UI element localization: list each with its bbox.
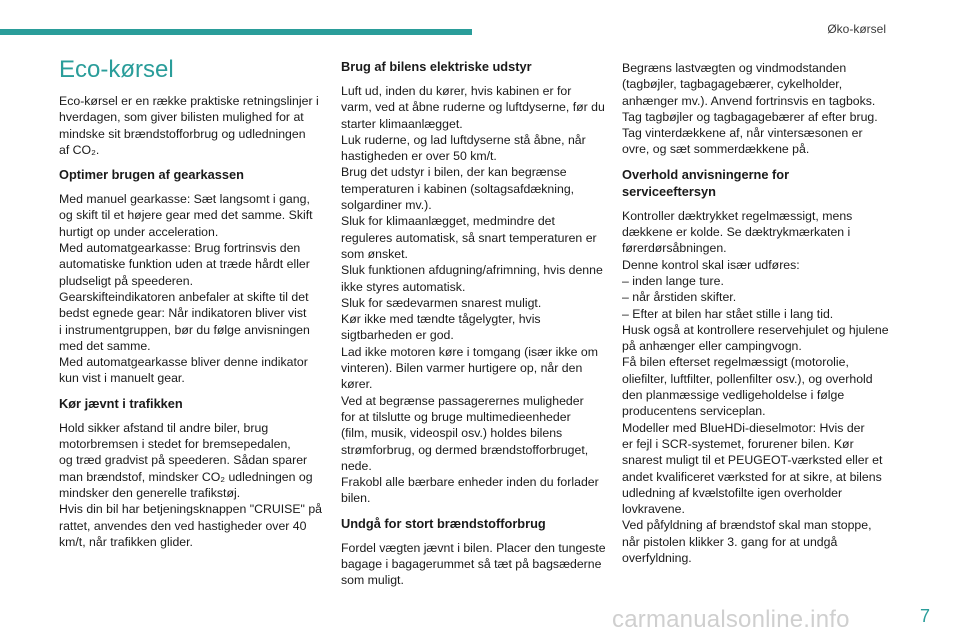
text-line: Tag vinterdækkene af, når vintersæsonen er [622, 126, 863, 141]
text-line: Tag tagbøjler og tagbagagebærer af efter brug. [622, 109, 878, 124]
text-line: (film, musik, videospil osv.) holdes bilens [341, 426, 563, 441]
text-line: anhænger mv.). Anvend fortrinsvis en tagboks. [622, 93, 876, 108]
paragraph [341, 540, 606, 589]
text-line: reguleres automatisk, så snart temperaturen er [341, 230, 597, 245]
text-line: Kør jævnt i trafikken [59, 395, 183, 411]
text-line: ovre, og sæt sommerdækkene på. [622, 142, 810, 157]
paragraph [341, 83, 603, 507]
text-line: Brug af bilens elektriske udstyr [341, 59, 532, 74]
text-line: mindske sit brændstofforbrug og udledningen [59, 126, 306, 141]
text-line: og træd gradvist på speederen. Sådan sparer [59, 453, 308, 468]
text-line: pludseligt på speederen. [59, 273, 193, 288]
text-line: Optimer brugen af gearkassen [59, 167, 244, 183]
paragraph [59, 191, 321, 387]
text-line: Ved at begrænse passagerernes muligheder [341, 393, 584, 408]
text-line: varm, ved at åbne ruderne og luftdyserne, før du [341, 100, 605, 115]
text-line: Brug det udstyr i bilen, der kan begrænse [341, 165, 567, 180]
text-line: vinteren). Bilen varmer hurtigere op, når den [341, 361, 583, 376]
text-line: mindsker den generelle trafikstøj. [59, 485, 241, 500]
text-line: (tagbøjler, tagbagagebærer, cykelholder, [622, 77, 843, 92]
text-line: og skift til et højere gear med det samme. Skift [59, 208, 313, 223]
text-line: Hvis din bil har betjeningsknappen "CRUISE" på [59, 502, 323, 517]
text-line: Ved påfyldning af brændstof skal man stoppe, [622, 518, 872, 533]
paragraph [59, 420, 321, 550]
section-heading [341, 515, 603, 532]
text-line: snarest muligt til et PEUGEOT-værksted eller et [622, 453, 883, 468]
text-line: Gearskifteindikatoren anbefaler at skifte til det [59, 289, 309, 304]
text-line: Hold sikker afstand til andre biler, brug [59, 420, 269, 435]
text-line: Denne kontrol skal især udføres: [622, 257, 800, 272]
text-line: ikke styres automatisk. [341, 279, 466, 294]
column-2 [341, 58, 606, 597]
text-line: Begræns lastvægten og vindmodstanden [622, 61, 847, 75]
chapter-title: Øko-kørsel [827, 22, 886, 36]
text-line: for at tilslutte og bruge multimedieenheder [341, 409, 571, 424]
text-line: Kontroller dæktrykket regelmæssigt, mens [622, 208, 853, 223]
text-line: man brændstof, mindsker CO₂ udledningen og [59, 469, 313, 484]
text-line: Luft ud, inden du kører, hvis kabinen er for [341, 84, 572, 98]
text-line: producentens serviceplan. [622, 404, 766, 419]
section-heading [341, 58, 603, 75]
page-number: 7 [919, 606, 930, 626]
page-title: Eco-kørsel [59, 56, 174, 83]
text-line: km/t, når trafikken glider. [59, 534, 193, 549]
text-line: temperaturen i kabinen (soltagsafdækning, [341, 181, 575, 196]
text-line: bagage i bagagerummet så tæt på bagsæderne [341, 557, 602, 572]
text-line: solgardiner mv.). [341, 198, 432, 213]
watermark: carmanualsonline.info [612, 606, 850, 633]
text-line: andet kvalificeret værksted for at sikre, at bilens [622, 469, 882, 484]
text-line: Eco-kørsel er en række praktiske retningslinjer i [59, 94, 319, 108]
text-line: udledning af kvælstofilte igen overholder [622, 485, 843, 500]
text-line: sigtbarheden er god. [341, 328, 454, 343]
text-line: Med automatgearkasse bliver denne indikator [59, 355, 308, 370]
text-line: – inden lange ture. [622, 273, 724, 288]
text-line: hastigheden er over 50 km/t. [341, 149, 497, 164]
text-line: hurtigt op under acceleration. [59, 224, 219, 239]
text-line: bilen. [341, 491, 371, 506]
text-line: Fordel vægten jævnt i bilen. Placer den tungeste [341, 540, 606, 555]
text-line: af CO₂. [59, 142, 100, 157]
text-line: bedst egnede gear: Når indikatoren bliver vist [59, 306, 307, 321]
text-line: strømforbrug, og dermed brændstofforbruget, [341, 442, 589, 457]
text-line: er fejl i SCR-systemet, forurener bilen. Kør [622, 436, 854, 451]
text-line: kører. [341, 377, 373, 392]
text-line: på anhænger eller campingvogn. [622, 339, 802, 354]
text-line: Sluk for klimaanlægget, medmindre det [341, 214, 555, 229]
column-3 [622, 60, 889, 574]
text-line: kun vist i manuelt gear. [59, 371, 185, 386]
text-line: lovkravene. [622, 502, 685, 517]
text-line: overfyldning. [622, 551, 692, 566]
text-line: Luk ruderne, og lad luftdyserne stå åbne, når [341, 132, 586, 147]
text-line: Sluk funktionen afdugning/afrimning, hvis denne [341, 263, 603, 278]
section-heading [622, 166, 884, 200]
text-line: oliefilter, luftfilter, pollenfilter osv.), og overhold [622, 371, 873, 386]
text-line: med det samme. [59, 338, 151, 353]
text-line: Undgå for stort brændstofforbrug [341, 515, 546, 531]
text-line: Få bilen efterset regelmæssigt (motorolie, [622, 355, 849, 370]
text-line: starter klimaanlægget. [341, 116, 463, 131]
section-heading [59, 395, 321, 412]
text-line: dækkene er kolde. Se dæktrykmærkaten i [622, 225, 851, 240]
text-line: automatiske funktion uden at træde hårdt eller [59, 257, 310, 272]
text-line: Frakobl alle bærbare enheder inden du forlader [341, 475, 599, 490]
text-line: Overhold anvisningerne for [622, 166, 790, 182]
paragraph [622, 60, 884, 158]
text-line: Med manuel gearkasse: Sæt langsomt i gang, [59, 192, 310, 207]
text-line: Med automatgearkasse: Brug fortrinsvis den [59, 241, 301, 256]
text-line: – Efter at bilen har stået stille i lang tid. [622, 306, 834, 321]
text-line: den planmæssige vedligeholdelse i følge [622, 388, 845, 403]
section-heading [59, 166, 321, 183]
column-1 [59, 56, 321, 558]
text-line: hverdagen, som giver bilisten mulighed for at [59, 110, 304, 125]
paragraph [59, 93, 321, 158]
text-line: Kør ikke med tændte tågelygter, hvis [341, 312, 541, 327]
text-line: som muligt. [341, 573, 404, 588]
text-line: i instrumentgruppen, bør du følge anvisningen [59, 322, 310, 337]
text-line: Sluk for sædevarmen snarest muligt. [341, 295, 542, 310]
text-line: når pistolen klikker 3. gang for at undgå [622, 534, 838, 549]
text-line: nede. [341, 458, 372, 473]
text-line: serviceeftersyn [622, 183, 716, 199]
text-line: rattet, anvendes den ved hastigheder over 40 [59, 518, 307, 533]
text-line: førerdørsåbningen. [622, 241, 727, 256]
text-line: som ønsket. [341, 246, 408, 261]
text-line: – når årstiden skifter. [622, 290, 737, 305]
text-line: Modeller med BlueHDi-dieselmotor: Hvis der [622, 420, 865, 435]
paragraph [622, 208, 889, 567]
text-line: Husk også at kontrollere reservehjulet og hjulene [622, 322, 889, 337]
header-accent-bar [0, 29, 472, 35]
text-line: motorbremsen i stedet for bremsepedalen, [59, 437, 291, 452]
text-line: Lad ikke motoren køre i tomgang (især ikke om [341, 344, 598, 359]
